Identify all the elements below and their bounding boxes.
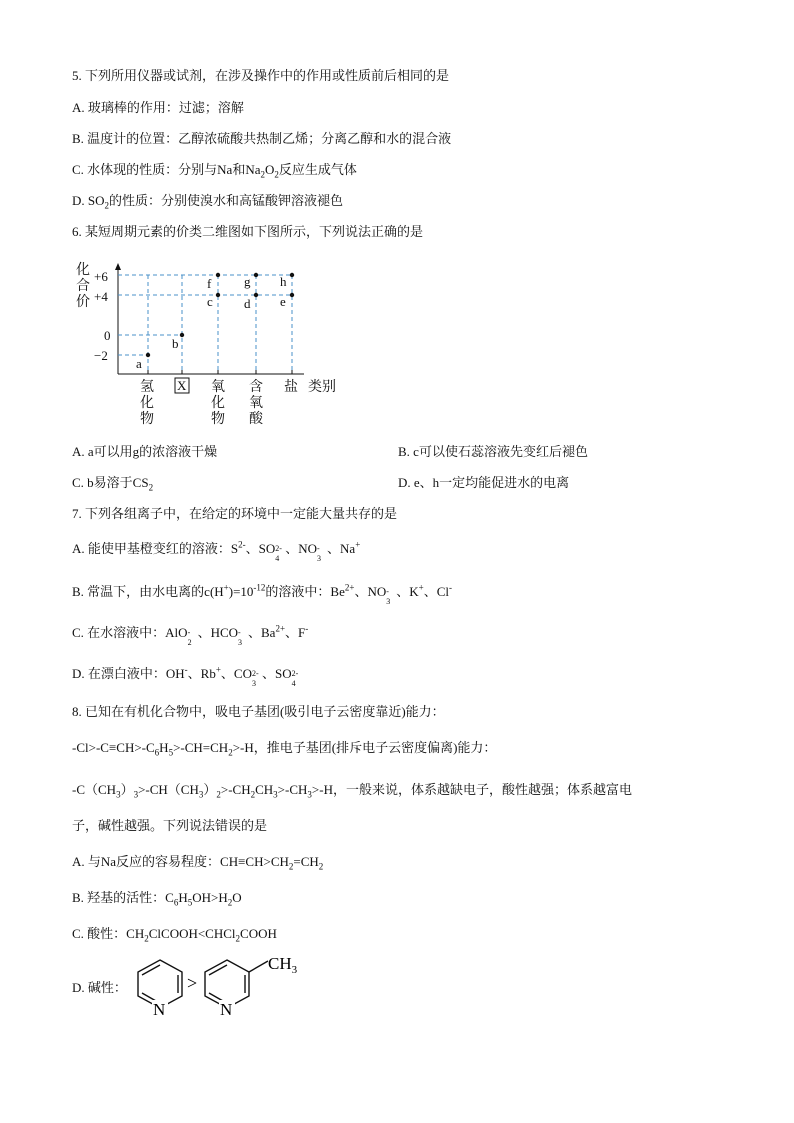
point-a	[146, 353, 150, 357]
x-cat-acid-3: 酸	[249, 412, 263, 426]
x-cat-salt: 盐	[284, 380, 298, 395]
pyridine-n: N	[153, 1000, 166, 1019]
y-tick-plus4: +4	[94, 289, 108, 304]
point-label-g: g	[244, 274, 251, 289]
y-tick-minus2: −2	[94, 348, 108, 363]
point-label-d: d	[244, 296, 251, 311]
q6-option-b: B. c可以使石蕊溶液先变红后褪色	[398, 444, 588, 459]
y-tick-plus6: +6	[94, 269, 108, 284]
q8-option-d-label: D. 碱性：	[72, 980, 127, 995]
point-label-b: b	[172, 336, 179, 351]
x-cat-oxide-1: 氧	[211, 380, 225, 395]
q8-option-a: A. 与Na反应的容易程度：$CH\equiv CH>CH_2=CH_2$	[72, 854, 324, 872]
x-cat-oxide-3: 物	[211, 412, 225, 426]
y-axis-label-2: 合	[76, 279, 90, 294]
q7-option-b: B. 常温下，由水电离的$c(H^+)=10^{-12}$的溶液中：$Be^{2+}$、NO - 3 、K+、Cl-	[72, 582, 452, 607]
pyridine-structures	[130, 955, 320, 1020]
q6-option-a: A. a可以用g的浓溶液干燥	[72, 444, 218, 459]
point-d	[254, 293, 258, 297]
point-label-c: c	[207, 294, 213, 309]
q7-option-a: A. 能使甲基橙变红的溶液：$S^{2-}$、SO 2- 4 、NO - 3 、Na+	[72, 539, 361, 564]
q8-stem-end: 子，碱性越强。下列说法错误的是	[72, 818, 268, 833]
point-label-h: h	[280, 274, 287, 289]
y-axis-label-3: 价	[76, 295, 90, 310]
point-c	[216, 293, 220, 297]
x-cat-oxide-2: 化	[211, 396, 225, 411]
y-axis-arrow	[115, 263, 121, 270]
point-label-a: a	[136, 356, 142, 371]
q8-donating-order: $-C(CH_3)_3>-CH(CH_3)_2>-CH_2CH_3>-CH_3>-H$，一般来说，体系越缺电子，酸性越强；体系越富电	[72, 782, 632, 800]
point-h	[290, 273, 294, 277]
q5-stem: 5. 下列所用仪器或试剂，在涉及操作中的作用或性质前后相同的是	[72, 68, 450, 83]
q7-option-c: C. 在水溶液中：AlO - 2 、HCO - 3 、$Ba^{2+}$、F-	[72, 623, 309, 648]
comparison-gt: >	[187, 973, 198, 993]
grid-lines	[118, 275, 292, 374]
x-cat-acid-1: 含	[249, 380, 263, 395]
q6-option-d: D. e、h一定均能促进水的电离	[398, 475, 570, 490]
point-e	[290, 293, 294, 297]
q5-option-a: A. 玻璃棒的作用：过滤；溶解	[72, 100, 244, 115]
x-cat-hydride-3: 物	[140, 412, 154, 426]
q5-option-d: D. $SO_2$的性质：分别使溴水和高锰酸钾溶液褪色	[72, 193, 344, 211]
q6-option-c: C. b易溶于$CS_2$	[72, 475, 154, 493]
q8-option-c: C. 酸性：$CH_2ClCOOH<CHCl_2COOH$	[72, 926, 277, 944]
q5-option-c: C. 水体现的性质：分别与Na和$Na_2O_2$反应生成气体	[72, 162, 357, 180]
q6-stem: 6. 某短周期元素的价类二维图如下图所示，下列说法正确的是	[72, 224, 424, 239]
point-g	[254, 273, 258, 277]
q8-option-b: B. 羟基的活性：$C_6H_5OH>H_2O$	[72, 890, 242, 908]
x-axis-label: 类别	[308, 380, 336, 395]
point-label-e: e	[280, 294, 286, 309]
methylpyridine-n: N	[220, 1000, 233, 1019]
x-cat-hydride-1: 氢	[140, 380, 154, 395]
x-cat-boxed: X	[177, 378, 187, 393]
point-b	[180, 333, 184, 337]
y-axis-label-1: 化	[76, 263, 90, 278]
q8-stem: 8. 已知在有机化合物中，吸电子基团(吸引电子云密度靠近)能力：	[72, 704, 445, 719]
y-tick-0: 0	[104, 328, 111, 343]
q7-option-d: D. 在漂白液中：OH-、Rb+、CO 2- 3 、SO 2- 4	[72, 664, 299, 689]
methyl-group: $CH_3$	[268, 955, 298, 976]
point-f	[216, 273, 220, 277]
x-cat-hydride-2: 化	[140, 396, 154, 411]
point-label-f: f	[207, 276, 212, 291]
methylpyridine-ring	[205, 960, 268, 1008]
q8-withdrawing-order: $-Cl>-C\equiv CH>-C_6H_5>-CH=CH_2>-H$，推电子基团(排斥电子云密度偏离)能力：	[72, 740, 497, 758]
x-cat-acid-2: 氧	[249, 396, 263, 411]
q7-stem: 7. 下列各组离子中，在给定的环境中一定能大量共存的是	[72, 506, 398, 521]
q5-option-b: B. 温度计的位置：乙醇浓硫酸共热制乙烯；分离乙醇和水的混合液	[72, 131, 452, 146]
valence-category-chart	[72, 258, 352, 426]
